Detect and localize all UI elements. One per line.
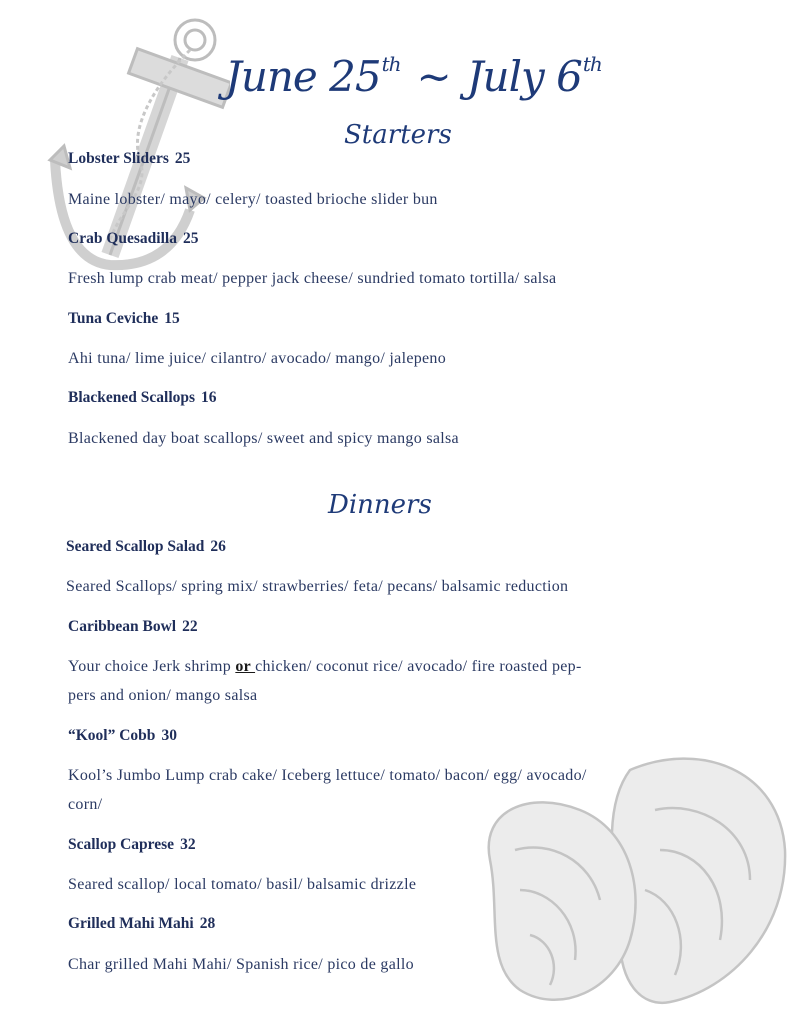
item-name: Grilled Mahi Mahi: [68, 915, 194, 932]
item-title: [68, 310, 728, 328]
title-separator: ~: [416, 52, 451, 101]
item-title: [68, 915, 728, 933]
item-description: [68, 264, 728, 293]
item-desc: Char grilled Mahi Mahi/ Spanish rice/ pico de gallo: [68, 956, 414, 973]
item-price: 26: [210, 538, 226, 555]
title-end-sup: th: [582, 52, 602, 76]
item-desc: Maine lobster/ mayo/ celery/ toasted brioche slider bun: [68, 191, 438, 208]
item-desc: Fresh lump crab meat/ pepper jack cheese/ sundried tomato tortilla/ salsa: [68, 270, 557, 287]
item-price: 30: [161, 727, 177, 744]
item-title: [68, 230, 728, 248]
item-description: [68, 950, 728, 979]
item-name: Tuna Ceviche: [68, 310, 159, 327]
item-desc: Seared scallop/ local tomato/ basil/ balsamic drizzle: [68, 876, 417, 893]
menu-item-lobster-sliders: [68, 150, 728, 168]
item-price: 22: [182, 618, 198, 635]
item-desc-line2: pers and onion/ mango salsa: [68, 687, 258, 704]
desc-part: Your choice Jerk shrimp: [68, 658, 236, 675]
menu-item-crab-quesadilla: [68, 230, 728, 248]
menu-item-kool-cobb: [68, 727, 728, 745]
item-description: [68, 344, 728, 373]
dinners-heading: Dinners: [328, 490, 432, 520]
desc-emphasis: or: [235, 658, 256, 675]
item-description: [66, 572, 726, 601]
item-desc: Ahi tuna/ lime juice/ cilantro/ avocado/ mango/ jalepeno: [68, 350, 447, 367]
item-title: [68, 150, 728, 168]
menu-item-tuna-ceviche: [68, 310, 728, 328]
item-name: Scallop Caprese: [68, 836, 175, 853]
item-price: 28: [199, 915, 216, 932]
title-start: June 25: [225, 52, 381, 101]
item-price: 15: [164, 310, 180, 327]
menu-item-blackened-scallops: [68, 389, 728, 407]
menu-item-scallop-caprese: [68, 836, 728, 854]
item-description: [68, 870, 728, 899]
item-title: [68, 836, 728, 854]
item-name: Blackened Scallops: [68, 389, 196, 406]
menu-date-title: [225, 52, 602, 101]
menu-item-caribbean-bowl: [68, 618, 728, 636]
starters-heading: Starters: [344, 120, 452, 150]
item-price: 16: [201, 389, 217, 406]
item-name: Seared Scallop Salad: [66, 538, 205, 555]
item-title: [68, 618, 728, 636]
item-name: Crab Quesadilla: [68, 230, 177, 247]
item-title: [68, 389, 728, 407]
item-desc: Seared Scallops/ spring mix/ strawberries/ feta/ pecans/ balsamic reduction: [66, 578, 569, 595]
item-description: [68, 761, 728, 819]
title-end: July 6: [466, 52, 582, 101]
menu-item-seared-scallop-salad: [66, 538, 726, 556]
item-title: [66, 538, 726, 556]
item-price: 25: [174, 150, 191, 167]
item-description: [68, 185, 728, 214]
item-name: Lobster Sliders: [68, 150, 169, 167]
item-desc: Kool’s Jumbo Lump crab cake/ Iceberg lettuce/ tomato/ bacon/ egg/ avocado/: [68, 767, 587, 784]
desc-part: chicken/ coconut rice/ avocado/ fire roasted pep-: [255, 658, 582, 675]
item-name: Caribbean Bowl: [68, 618, 177, 635]
title-start-sup: th: [381, 52, 401, 76]
item-desc: Blackened day boat scallops/ sweet and spicy mango salsa: [68, 430, 459, 447]
item-price: 32: [180, 836, 196, 853]
item-name: “Kool” Cobb: [68, 727, 156, 744]
item-price: 25: [182, 230, 199, 247]
menu-item-grilled-mahi-mahi: [68, 915, 728, 933]
item-desc: [68, 652, 728, 681]
item-description: [68, 424, 728, 453]
item-description: [68, 652, 728, 710]
item-title: [68, 727, 728, 745]
item-desc-line2: corn/: [68, 796, 103, 813]
